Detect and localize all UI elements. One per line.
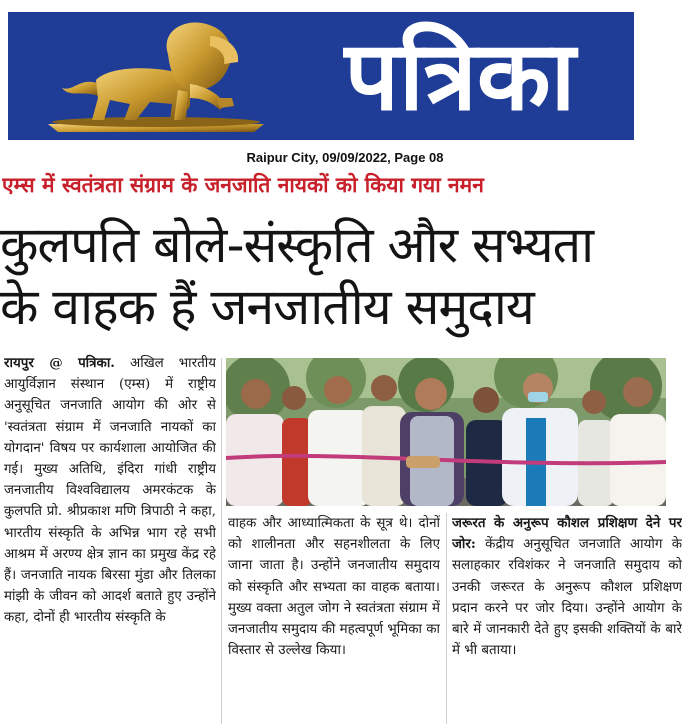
masthead (8, 12, 634, 140)
article-body-3: केंद्रीय अनुसूचित जनजाति आयोग के सलाहकार रविशंकर ने जनजाति समुदाय को उनकी जरूरत के अनुरूप कौशल प्रशिक्षण प्रदान करने पर जोर दिया। उन्होंने आयोग के बारे में जानकारी देते हुए इसकी शक्तियों के बारे में भी बताया। (452, 537, 682, 659)
article-body-1: अखिल भारतीय आयुर्विज्ञान संस्थान (एम्स) में राष्ट्रीय अनुसूचित जनजाति आयोग की ओर से 'स्वतंत्रता संग्राम में जनजाति नायकों का योगदान' विषय पर कार्यशाला आयोजित की गई। मुख्य अतिथि, इंदिरा गांधी राष्ट्रीय जनजातीय विश्वविद्यालय अमरकंटक के कुलपति प्रो. श्रीप्रकाश मणि त्रिपाठी ने कहा, भारतीय संस्कृति के अभिन्न भाग रहे सभी आश्रम में अरण्य क्षेत्र ज्ञान का प्रमुख केंद्र रहे हैं। जनजाति नायक बिरसा मुंडा और तिलका मांझी के जीवन को आदर्श बताते हुए उन्होंने कहा, दोनों ही भारतीय संस्कृति के (4, 356, 216, 626)
article-subhead: जरूरत के अनुरूप कौशल प्रशिक्षण देने पर जोर: (452, 515, 682, 553)
edition-dateline: Raipur City, 09/09/2022, Page 08 (246, 150, 444, 165)
column-divider (446, 513, 447, 724)
article-column-1 (4, 353, 216, 724)
main-headline (0, 214, 690, 338)
brand-logotype: पत्रिका (344, 19, 576, 132)
article-body-2: वाहक और आध्यात्मिकता के सूत्र थे। दोनों को शालीनता और सहनशीलता के लिए जाना जाता है। उन्होंने जनजातीय समुदाय को संस्कृति और सभ्यता का वाहक बताया। मुख्य वक्ता अतुल जोग ने स्वतंत्रता संग्राम में जनजातीय समुदाय की महत्वपूर्ण भूमिका का विस्तार से उल्लेख किया। (228, 516, 440, 659)
column-divider (221, 358, 222, 724)
headline-line-2: के वाहक हैं जनजातीय समुदाय (0, 278, 534, 336)
article-column-2 (228, 513, 440, 724)
event-photo (226, 358, 666, 506)
article-column-3 (452, 513, 682, 724)
lion-emblem-logo (40, 14, 272, 138)
kicker-headline: एम्स में स्वतंत्रता संग्राम के जनजाति नायकों को किया गया नमन (2, 173, 484, 197)
headline-line-1: कुलपति बोले-संस्कृति और सभ्यता (0, 216, 594, 274)
article-dateline: रायपुर @ पत्रिका. (4, 355, 115, 371)
